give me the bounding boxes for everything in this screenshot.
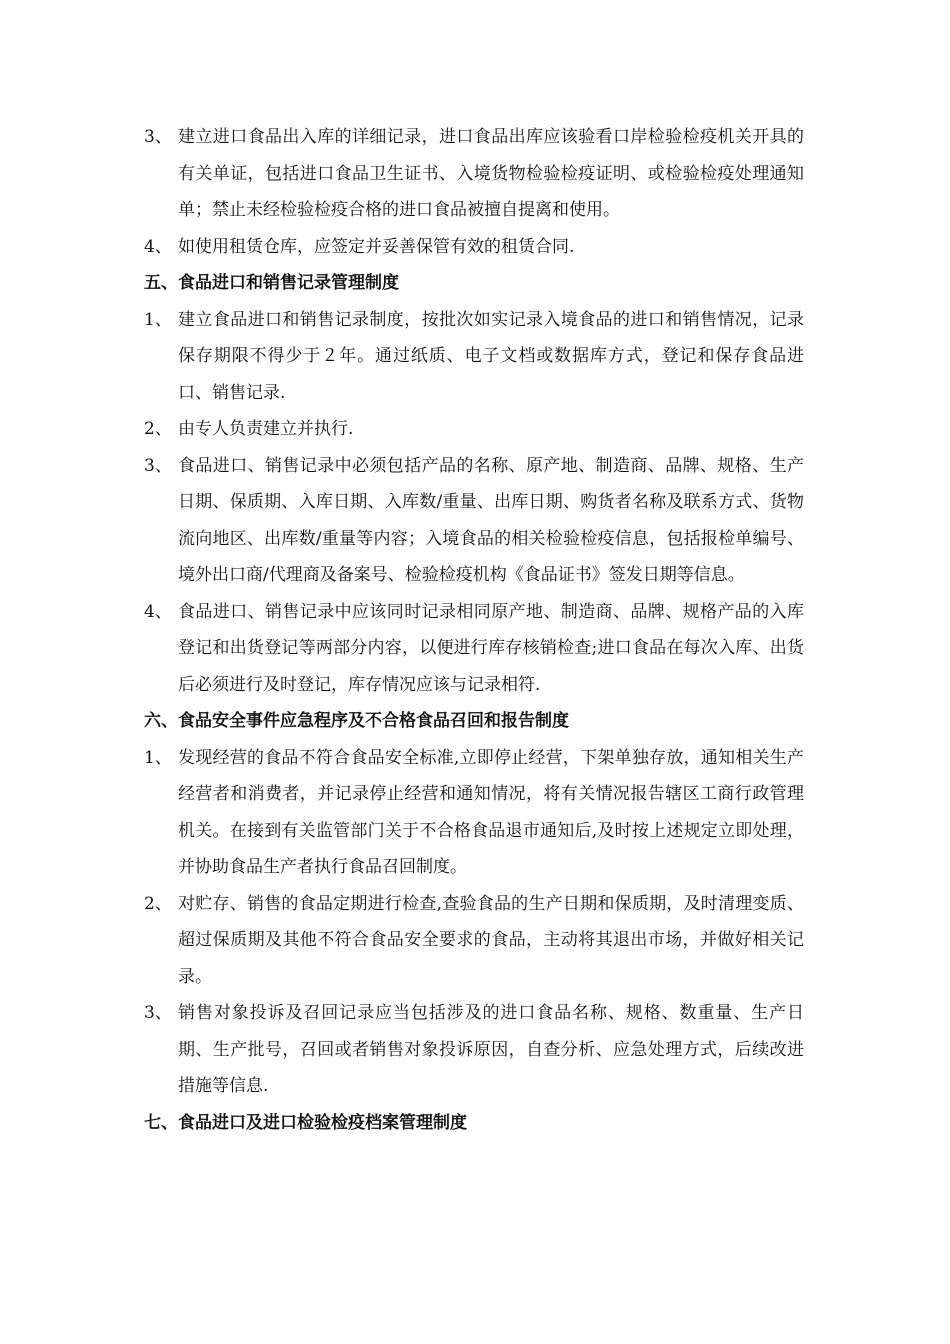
item-number: 3、 [144, 455, 172, 476]
item-text: 由专人负责建立并执行. [178, 419, 354, 439]
list-item [144, 995, 804, 1105]
item-number: 2、 [144, 419, 172, 439]
item-text: 建立进口食品出入库的详细记录，进口食品出库应该验看口岸检验检疫机关开具的有关单证，包括进口食品卫生证书、入境货物检验检疫证明、或检验检疫处理通知单；禁止未经检验检疫合格的进口食品被擅自提离和使用。 [178, 127, 804, 220]
item-number: 4、 [144, 236, 172, 257]
item-text: 如使用租赁仓库，应签定并妥善保管有效的租赁合同. [178, 236, 575, 257]
list-item [144, 411, 804, 448]
item-number: 3、 [144, 1003, 172, 1023]
section-heading-6: 六、食品安全事件应急程序及不合格食品召回和报告制度 [144, 711, 569, 731]
item-text: 食品进口、销售记录中应该同时记录相同原产地、制造商、品牌、规格产品的入库登记和出货登记等两部分内容，以便进行库存核销检查;进口食品在每次入库、出货后必须进行及时登记，库存情况应该与记录相符. [178, 601, 804, 695]
item-number: 2、 [144, 893, 172, 914]
section-heading-7: 七、食品进口及进口检验检疫档案管理制度 [144, 1112, 467, 1133]
item-text: 建立食品进口和销售记录制度，按批次如实记录入境食品的进口和销售情况，记录保存期限不得少于２年。通过纸质、电子文档或数据库方式，登记和保存食品进口、销售记录. [178, 309, 804, 403]
item-text: 食品进口、销售记录中必须包括产品的名称、原产地、制造商、品牌、规格、生产日期、保质期、入库日期、入库数/重量、出库日期、购货者名称及联系方式、货物流向地区、出库数/重量等内容；入境食品的相关检验检疫信息，包括报检单编号、境外出口商/代理商及备案号、检验检疫机构《食品证书》签发日期等信息。 [178, 455, 804, 585]
list-item [144, 119, 804, 229]
item-number: 4、 [144, 601, 172, 622]
list-item [144, 886, 804, 996]
list-item [144, 448, 804, 594]
item-number: 1、 [144, 747, 172, 768]
list-item [144, 594, 804, 704]
item-text: 对贮存、销售的食品定期进行检查,查验食品的生产日期和保质期，及时清理变质、超过保质期及其他不符合食品安全要求的食品，主动将其退出市场，并做好相关记录。 [178, 893, 804, 987]
list-item [144, 302, 804, 412]
item-text: 销售对象投诉及召回记录应当包括涉及的进口食品名称、规格、数重量、生产日期、生产批号，召回或者销售对象投诉原因，自查分析、应急处理方式，后续改进措施等信息. [178, 1003, 804, 1096]
item-number: 3、 [144, 127, 172, 147]
item-number: 1、 [144, 309, 172, 330]
section-heading-5: 五、食品进口和销售记录管理制度 [144, 273, 399, 293]
document-body [144, 119, 804, 1141]
list-item [144, 229, 804, 266]
list-item [144, 740, 804, 886]
item-text: 发现经营的食品不符合食品安全标准,立即停止经营，下架单独存放，通知相关生产经营者和消费者，并记录停止经营和通知情况，将有关情况报告辖区工商行政管理机关。在接到有关监管部门关于不合格食品退市通知后,及时按上述规定立即处理，并协助食品生产者执行食品召回制度。 [178, 747, 804, 877]
